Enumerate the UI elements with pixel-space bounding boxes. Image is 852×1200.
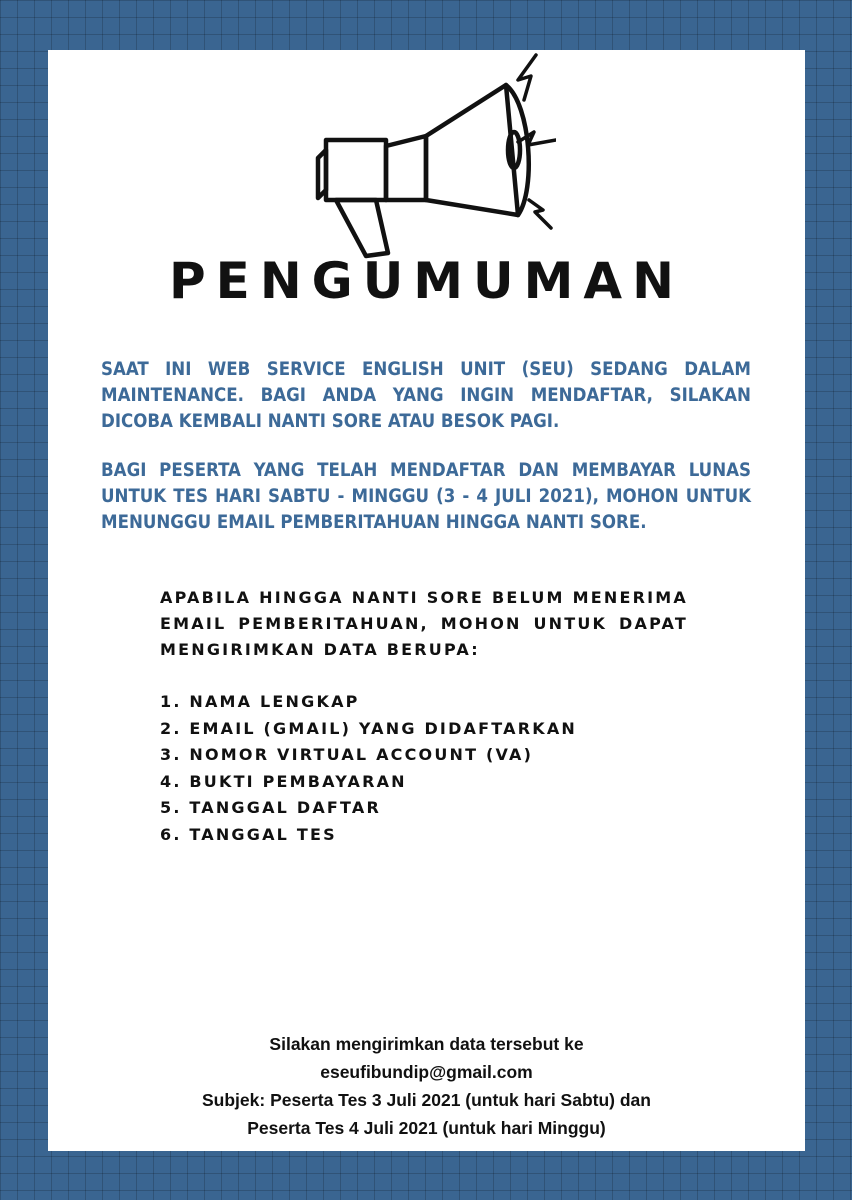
footer-subject-line-2: Peserta Tes 4 Juli 2021 (untuk hari Minggu)	[247, 1118, 606, 1138]
list-item: 4. BUKTI PEMBAYARAN	[160, 771, 407, 791]
announcement-card	[48, 50, 805, 1151]
instruction-text: APABILA HINGGA NANTI SORE BELUM MENERIMA EMAIL PEMBERITAHUAN, MOHON UNTUK DAPAT MENGIRIMKAN DATA BERUPA:	[160, 588, 688, 659]
list-item: 2. EMAIL (GMAIL) YANG DIDAFTARKAN	[160, 718, 578, 738]
required-data-list	[160, 689, 577, 848]
list-item: 3. NOMOR VIRTUAL ACCOUNT (VA)	[160, 745, 534, 764]
page-title: PENGUMUMAN	[169, 252, 684, 310]
list-item: 5. TANGGAL DAFTAR	[160, 798, 382, 817]
maintenance-notice: SAAT INI WEB SERVICE ENGLISH UNIT (SEU) SEDANG DALAM MAINTENANCE. BAGI ANDA YANG INGIN MENDAFTAR, SILAKAN DICOBA KEMBALI NANTI SORE ATAU BESOK PAGI.	[101, 359, 751, 432]
contact-email[interactable]: eseufibundip@gmail.com	[320, 1062, 533, 1082]
participant-notice: BAGI PESERTA YANG TELAH MENDAFTAR DAN MEMBAYAR LUNAS UNTUK TES HARI SABTU - MINGGU (3 - 4 JULI 2021), MOHON UNTUK MENUNGGU EMAIL PEMBERITAHUAN HINGGA NANTI SORE.	[101, 460, 751, 533]
list-item: 6. TANGGAL TES	[160, 824, 337, 844]
footer-instruction: Silakan mengirimkan data tersebut ke	[269, 1034, 584, 1054]
list-item: 1. NAMA LENGKAP	[160, 692, 360, 711]
footer-contact	[48, 1030, 805, 1142]
footer-subject-line: Subjek: Peserta Tes 3 Juli 2021 (untuk hari Sabtu) dan	[202, 1090, 651, 1110]
